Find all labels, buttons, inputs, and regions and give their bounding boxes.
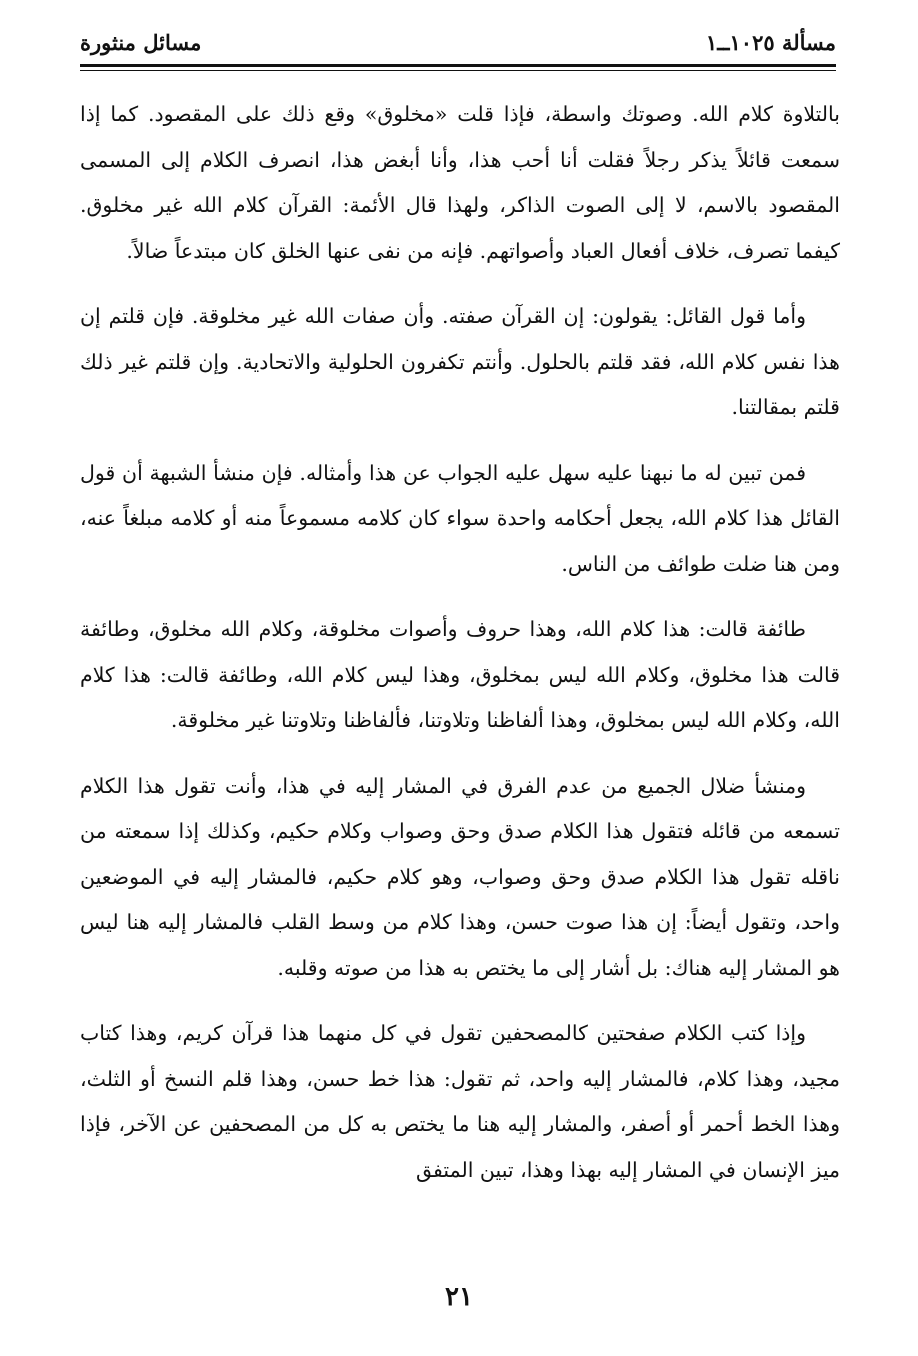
paragraph: طائفة قالت: هذا كلام الله، وهذا حروف وأصوات مخلوقة، وكلام الله مخلوق، وطائفة قالت هذا مخلوق، وكلام الله ليس بمخلوق، وهذا ليس كلام الله، وطائفة قالت: هذا كلام الله، وكلام الله ليس بمخلوق، وهذا ألفاظنا وتلاوتنا، فألفاظنا وتلاوتنا غير مخلوقة. — [80, 617, 840, 732]
header-rule-thin — [80, 70, 836, 71]
book-title: مسائل منثورة — [80, 30, 202, 55]
paragraph: فمن تبين له ما نبهنا عليه سهل عليه الجواب عن هذا وأمثاله. فإن منشأ الشبهة أن قول القائل هذا كلام الله، يجعل أحكامه واحدة سواء كان كلامه مسموعاً منه أو كلامه مبلغاً عنه، ومن هنا ضلت طوائف من الناس. — [80, 460, 840, 576]
paragraph: ومنشأ ضلال الجميع من عدم الفرق في المشار إليه في هذا، وأنت تقول هذا الكلام تسمعه من قائله فتقول هذا الكلام صدق وحق وصواب وكلام حكيم، وكذلك إذا سمعته من ناقله تقول هذا الكلام صدق وحق وصواب، وهو كلام حكيم، فالمشار إليه في الموضعين واحد، وتقول أيضاً: إن هذا صوت حسن، وهذا كلام من وسط القلب فالمشار إليه هنا ليس هو المشار إليه هناك: بل أشار إلى ما يختص به هذا من صوته وقلبه. — [80, 773, 840, 980]
page-number: ٢١ — [445, 1282, 473, 1312]
paragraph: وأما قول القائل: يقولون: إن القرآن صفته. وأن صفات الله غير مخلوقة. فإن قلتم إن هذا نفس كلام الله، فقد قلتم بالحلول. وأنتم تكفرون الحلولية والاتحادية. وإن قلتم غير ذلك قلتم بمقالتنا. — [80, 304, 840, 419]
paragraph: وإذا كتب الكلام صفحتين كالمصحفين تقول في كل منهما هذا قرآن كريم، وهذا كتاب مجيد، وهذا كلام، فالمشار إليه واحد، ثم تقول: هذا خط حسن، وهذا قلم النسخ أو الثلث، وهذا الخط أحمر أو أصفر، والمشار إليه هنا ما يختص به كل من المصحفين عن الآخر، فإذا ميز الإنسان في المشار إليه بهذا وهذا، تبين المتفق — [80, 1021, 840, 1182]
paragraph: بالتلاوة كلام الله. وصوتك واسطة، فإذا قلت «مخلوق» وقع ذلك على المقصود. كما إذا سمعت قائلاً يذكر رجلاً فقلت أنا أحب هذا، وأنا أبغض هذا، انصرف الكلام إلى المسمى المقصود بالاسم، لا إلى الصوت الذاكر، ولهذا قال الأئمة: القرآن كلام الله غير مخلوق. كيفما تصرف، خلاف أفعال العباد وأصواتهم. فإنه من نفى عنها الخلق كان مبتدعاً ضالاً. — [80, 102, 840, 263]
running-header — [80, 28, 836, 68]
issue-number: مسألة ١٠٢٥ــ١ — [705, 30, 836, 55]
body-text — [80, 92, 840, 1252]
header-rule-thick — [80, 64, 836, 67]
